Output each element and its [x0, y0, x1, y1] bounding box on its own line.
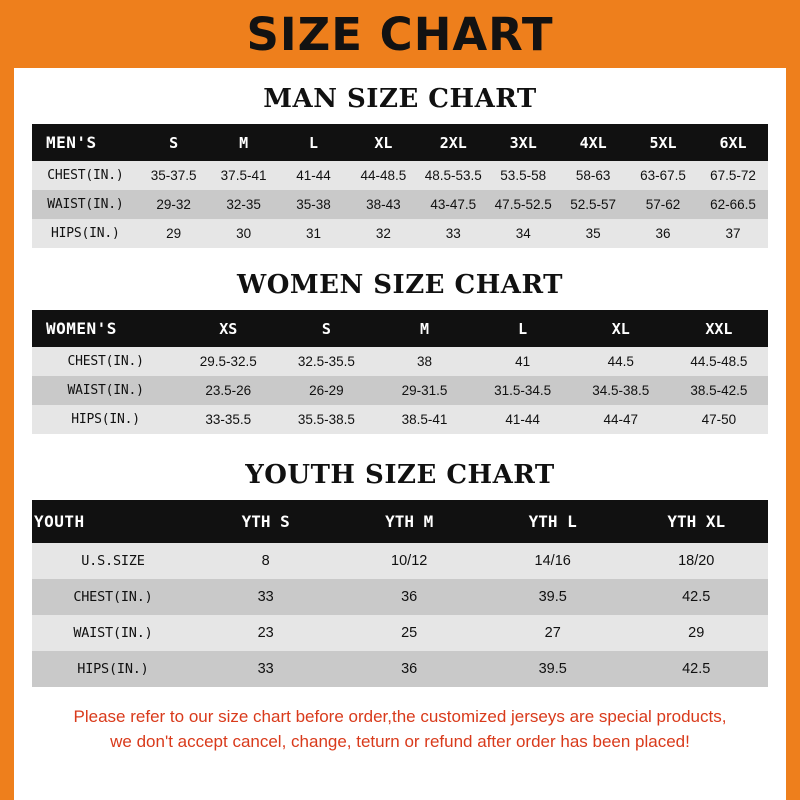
cell: 53.5-58: [488, 161, 558, 190]
cell: 33: [418, 219, 488, 248]
cell: 35.5-38.5: [277, 405, 375, 434]
cell: 33: [194, 579, 338, 615]
row-label: CHEST(IN.): [32, 579, 194, 615]
cell: 38-43: [348, 190, 418, 219]
cell: 44.5-48.5: [670, 347, 768, 376]
cell: 29.5-32.5: [179, 347, 277, 376]
youth-table-body: [32, 543, 768, 687]
table-row: [32, 347, 768, 376]
man-header-3xl: 3XL: [488, 124, 558, 161]
table-row: [32, 579, 768, 615]
row-label: WAIST(IN.): [32, 615, 194, 651]
cell: 35: [558, 219, 628, 248]
women-header-label: WOMEN'S: [32, 310, 179, 347]
cell: 57-62: [628, 190, 698, 219]
youth-header-m: YTH M: [337, 500, 481, 543]
page-title: SIZE CHART: [246, 7, 554, 61]
man-table-body: [32, 161, 768, 248]
cell: 38.5-42.5: [670, 376, 768, 405]
cell: 48.5-53.5: [418, 161, 488, 190]
cell: 14/16: [481, 543, 625, 579]
women-header-m: M: [375, 310, 473, 347]
women-section: [14, 270, 786, 434]
table-row: [32, 405, 768, 434]
cell: 47-50: [670, 405, 768, 434]
man-header-4xl: 4XL: [558, 124, 628, 161]
cell: 33-35.5: [179, 405, 277, 434]
row-label: U.S.SIZE: [32, 543, 194, 579]
table-row: [32, 376, 768, 405]
cell: 41: [474, 347, 572, 376]
cell: 27: [481, 615, 625, 651]
cell: 23.5-26: [179, 376, 277, 405]
table-row: [32, 651, 768, 687]
cell: 36: [337, 579, 481, 615]
cell: 30: [209, 219, 279, 248]
cell: 33: [194, 651, 338, 687]
cell: 29: [624, 615, 768, 651]
cell: 42.5: [624, 579, 768, 615]
man-header-l: L: [279, 124, 349, 161]
women-section-title: WOMEN SIZE CHART: [237, 270, 563, 300]
row-label: HIPS(IN.): [32, 651, 194, 687]
table-row: [32, 543, 768, 579]
youth-section-title: YOUTH SIZE CHART: [245, 460, 555, 490]
youth-header-s: YTH S: [194, 500, 338, 543]
man-header-5xl: 5XL: [628, 124, 698, 161]
cell: 44-48.5: [348, 161, 418, 190]
cell: 35-38: [279, 190, 349, 219]
women-header-xl: XL: [572, 310, 670, 347]
row-label: CHEST(IN.): [32, 347, 179, 376]
footer-note-line-2: we don't accept cancel, change, teturn or refund after order has been placed!: [110, 731, 690, 751]
women-table-body: [32, 347, 768, 434]
row-label: WAIST(IN.): [32, 376, 179, 405]
table-header-row: [32, 310, 768, 347]
cell: 52.5-57: [558, 190, 628, 219]
cell: 8: [194, 543, 338, 579]
cell: 63-67.5: [628, 161, 698, 190]
cell: 41-44: [474, 405, 572, 434]
cell: 10/12: [337, 543, 481, 579]
youth-header-label: YOUTH: [32, 500, 194, 543]
cell: 47.5-52.5: [488, 190, 558, 219]
cell: 39.5: [481, 579, 625, 615]
cell: 37.5-41: [209, 161, 279, 190]
women-table-header: [32, 310, 768, 347]
cell: 38: [375, 347, 473, 376]
cell: 36: [628, 219, 698, 248]
cell: 23: [194, 615, 338, 651]
cell: 62-66.5: [698, 190, 768, 219]
youth-header-l: YTH L: [481, 500, 625, 543]
man-header-s: S: [139, 124, 209, 161]
table-row: [32, 615, 768, 651]
cell: 44.5: [572, 347, 670, 376]
cell: 31.5-34.5: [474, 376, 572, 405]
cell: 29: [139, 219, 209, 248]
header-band: [0, 0, 800, 68]
youth-table-header: [32, 500, 768, 543]
footer-note-line-1: Please refer to our size chart before order,the customized jerseys are special products,: [73, 707, 727, 726]
cell: 34.5-38.5: [572, 376, 670, 405]
cell: 25: [337, 615, 481, 651]
women-size-table: [32, 310, 768, 434]
cell: 29-31.5: [375, 376, 473, 405]
cell: 36: [337, 651, 481, 687]
man-header-xl: XL: [348, 124, 418, 161]
man-section: [14, 84, 786, 248]
table-row: [32, 190, 768, 219]
cell: 38.5-41: [375, 405, 473, 434]
row-label: HIPS(IN.): [32, 219, 139, 248]
cell: 32-35: [209, 190, 279, 219]
cell: 34: [488, 219, 558, 248]
youth-size-table: [32, 500, 768, 687]
cell: 18/20: [624, 543, 768, 579]
cell: 32: [348, 219, 418, 248]
man-header-2xl: 2XL: [418, 124, 488, 161]
table-row: [32, 219, 768, 248]
man-header-m: M: [209, 124, 279, 161]
women-header-xs: XS: [179, 310, 277, 347]
youth-header-xl: YTH XL: [624, 500, 768, 543]
cell: 44-47: [572, 405, 670, 434]
cell: 41-44: [279, 161, 349, 190]
table-row: [32, 161, 768, 190]
footer-note: [28, 705, 772, 754]
table-header-row: [32, 500, 768, 543]
man-section-title: MAN SIZE CHART: [263, 84, 537, 114]
women-header-xxl: XXL: [670, 310, 768, 347]
man-header-label: MEN'S: [32, 124, 139, 161]
table-header-row: [32, 124, 768, 161]
women-header-l: L: [474, 310, 572, 347]
man-size-table: [32, 124, 768, 248]
cell: 32.5-35.5: [277, 347, 375, 376]
cell: 58-63: [558, 161, 628, 190]
cell: 43-47.5: [418, 190, 488, 219]
youth-section: [14, 460, 786, 687]
cell: 26-29: [277, 376, 375, 405]
cell: 29-32: [139, 190, 209, 219]
cell: 67.5-72: [698, 161, 768, 190]
cell: 39.5: [481, 651, 625, 687]
man-table-header: [32, 124, 768, 161]
cell: 35-37.5: [139, 161, 209, 190]
cell: 31: [279, 219, 349, 248]
cell: 37: [698, 219, 768, 248]
row-label: WAIST(IN.): [32, 190, 139, 219]
row-label: HIPS(IN.): [32, 405, 179, 434]
row-label: CHEST(IN.): [32, 161, 139, 190]
cell: 42.5: [624, 651, 768, 687]
man-header-6xl: 6XL: [698, 124, 768, 161]
women-header-s: S: [277, 310, 375, 347]
